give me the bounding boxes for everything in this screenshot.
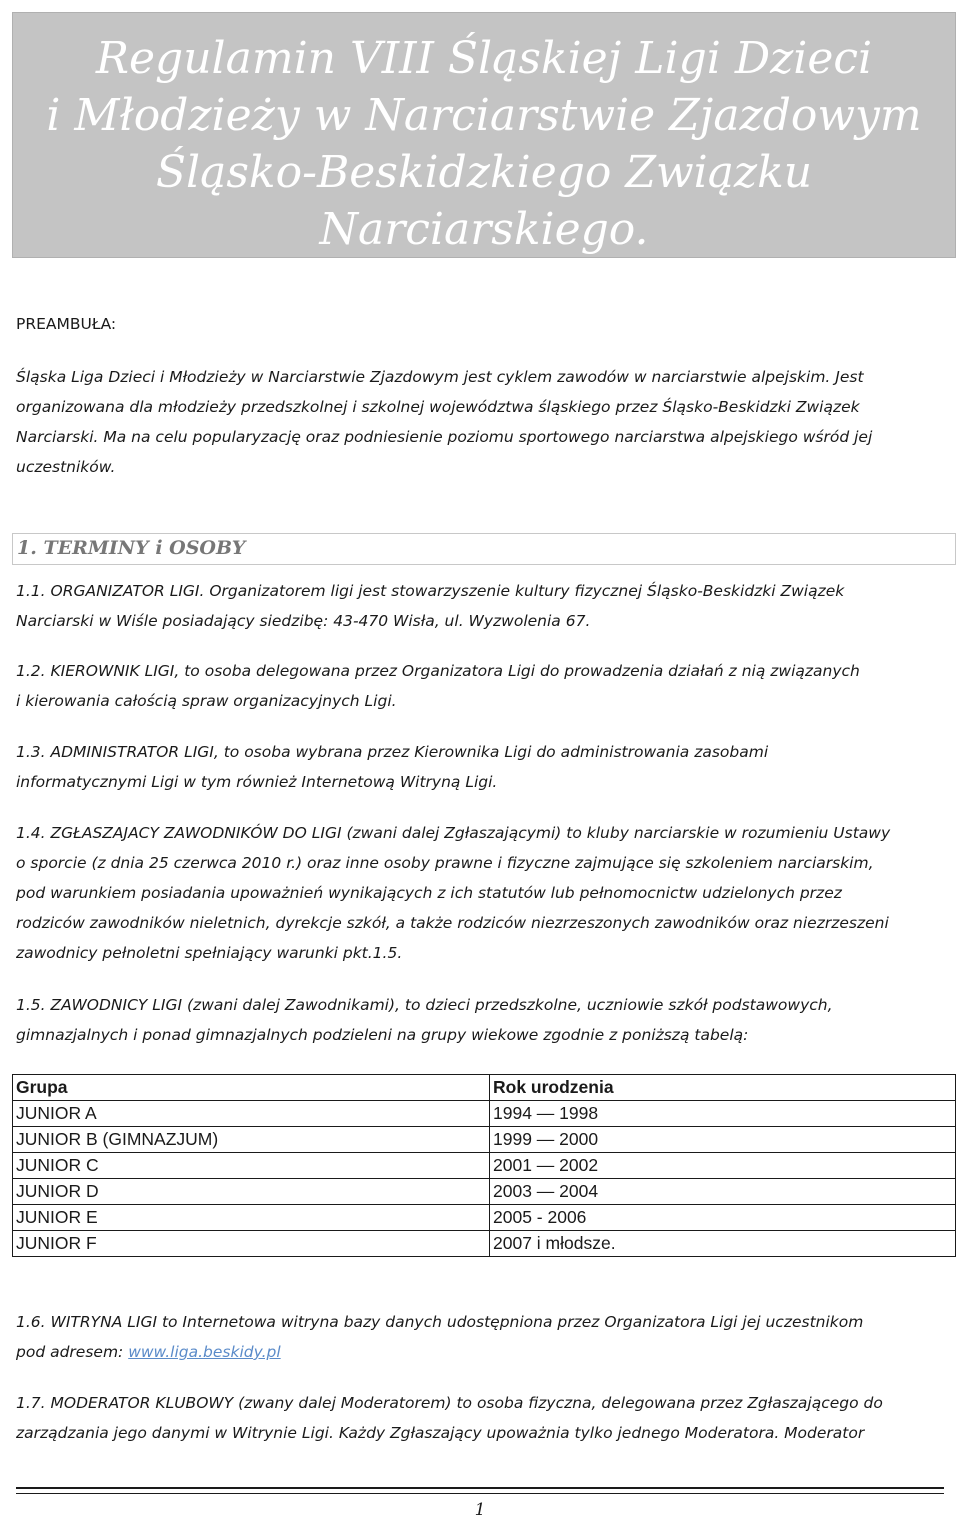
paragraph-1-6-line: 1.6. WITRYNA LIGI to Internetowa witryna bazy danych udostępniona przez Organizatora Ligi jej uczestnikom bbox=[16, 1313, 864, 1331]
table-header-row bbox=[13, 1075, 956, 1101]
table-cell-birth-year: 1999 — 2000 bbox=[490, 1127, 956, 1153]
title-banner bbox=[12, 12, 956, 258]
preamble-line: Śląska Liga Dzieci i Młodzieży w Narciarstwie Zjazdowym jest cyklem zawodów w narciarstwie alpejskim. Jest bbox=[16, 368, 864, 386]
table-row bbox=[13, 1153, 956, 1179]
table-cell-group: JUNIOR A bbox=[13, 1101, 490, 1127]
footer-rule-thin bbox=[16, 1493, 944, 1494]
table-cell-birth-year: 1994 — 1998 bbox=[490, 1101, 956, 1127]
document-title-line-3: Śląsko-Beskidzkiego Związku bbox=[155, 147, 813, 198]
paragraph-1-1-line: 1.1. ORGANIZATOR LIGI. Organizatorem ligi jest stowarzyszenie kultury fizycznej Śląsko-Beskidzki Związek bbox=[16, 582, 845, 600]
paragraph-1-5-line: gimnazjalnych i ponad gimnazjalnych podzieleni na grupy wiekowe zgodnie z poniższą tabelą: bbox=[16, 1026, 749, 1044]
section-title: 1. TERMINY i OSOBY bbox=[17, 537, 246, 559]
table-cell-group: JUNIOR D bbox=[13, 1179, 490, 1205]
paragraph-1-6-line-2 bbox=[16, 1341, 281, 1363]
paragraph-1-4-line: o sporcie (z dnia 25 czerwca 2010 r.) oraz inne osoby prawne i fizyczne zajmujące się szkoleniem narciarskim, bbox=[16, 854, 874, 872]
paragraph-1-4-line: 1.4. ZGŁASZAJACY ZAWODNIKÓW DO LIGI (zwani dalej Zgłaszającymi) to kluby narciarskie w rozumieniu Ustawy bbox=[16, 824, 891, 842]
preamble-line: Narciarski. Ma na celu popularyzację oraz podniesienie poziomu sportowego narciarstwa alpejskiego wśród jej bbox=[16, 428, 873, 446]
paragraph-1-7-line: 1.7. MODERATOR KLUBOWY (zwany dalej Moderatorem) to osoba fizyczna, delegowana przez Zgłaszającego do bbox=[16, 1394, 883, 1412]
paragraph-1-5-line: 1.5. ZAWODNICY LIGI (zwani dalej Zawodnikami), to dzieci przedszkolne, uczniowie szkół podstawowych, bbox=[16, 996, 833, 1014]
table-cell-group: JUNIOR E bbox=[13, 1205, 490, 1231]
section-heading-box bbox=[12, 533, 956, 565]
table-row bbox=[13, 1127, 956, 1153]
page-number: 1 bbox=[474, 1500, 486, 1520]
document-title-line-1: Regulamin VIII Śląskiej Ligi Dzieci bbox=[95, 33, 873, 84]
table-cell-group: JUNIOR C bbox=[13, 1153, 490, 1179]
table-row bbox=[13, 1101, 956, 1127]
table-cell-group: JUNIOR B (GIMNAZJUM) bbox=[13, 1127, 490, 1153]
paragraph-1-2-line: i kierowania całością spraw organizacyjnych Ligi. bbox=[16, 692, 397, 710]
document-title-line-4: Narciarskiego. bbox=[319, 204, 649, 255]
table-header-birth-year: Rok urodzenia bbox=[490, 1075, 956, 1101]
table-header-group: Grupa bbox=[13, 1075, 490, 1101]
table-cell-birth-year: 2005 - 2006 bbox=[490, 1205, 956, 1231]
paragraph-1-6-prefix: pod adresem: bbox=[16, 1343, 129, 1361]
preamble-line: uczestników. bbox=[16, 458, 116, 476]
table-cell-group: JUNIOR F bbox=[13, 1231, 490, 1257]
preamble-line: organizowana dla młodzieży przedszkolnej i szkolnej województwa śląskiego przez Śląsko-Beskidzki Związek bbox=[16, 398, 860, 416]
table-row bbox=[13, 1205, 956, 1231]
document-title-line-2: i Młodzieży w Narciarstwie Zjazdowym bbox=[46, 90, 922, 141]
paragraph-1-4-line: pod warunkiem posiadania upoważnień wynikających z ich statutów lub pełnomocnictw udzielonych przez bbox=[16, 884, 842, 902]
paragraph-1-1-line: Narciarski w Wiśle posiadający siedzibę: 43-470 Wisła, ul. Wyzwolenia 67. bbox=[16, 612, 591, 630]
table-row bbox=[13, 1231, 956, 1257]
paragraph-1-2-line: 1.2. KIEROWNIK LIGI, to osoba delegowana przez Organizatora Ligi do prowadzenia działań z nią związanych bbox=[16, 662, 860, 680]
paragraph-1-3-line: 1.3. ADMINISTRATOR LIGI, to osoba wybrana przez Kierownika Ligi do administrowania zasobami bbox=[16, 743, 769, 761]
table-cell-birth-year: 2001 — 2002 bbox=[490, 1153, 956, 1179]
paragraph-1-4-line: zawodnicy pełnoletni spełniający warunki pkt.1.5. bbox=[16, 944, 403, 962]
table-row bbox=[13, 1179, 956, 1205]
paragraph-1-3-line: informatycznymi Ligi w tym również Internetową Witryną Ligi. bbox=[16, 773, 498, 791]
paragraph-1-7-line: zarządzania jego danymi w Witrynie Ligi. Każdy Zgłaszający upoważnia tylko jednego Moderatora. Moderator bbox=[16, 1424, 865, 1442]
footer-rule-thick bbox=[16, 1487, 944, 1489]
paragraph-1-4-line: rodziców zawodników nieletnich, dyrekcje szkół, a także rodziców niezrzeszonych zawodników oraz niezrzeszeni bbox=[16, 914, 889, 932]
age-group-table bbox=[12, 1074, 956, 1257]
table-cell-birth-year: 2003 — 2004 bbox=[490, 1179, 956, 1205]
preamble-heading: PREAMBUŁA: bbox=[16, 315, 117, 333]
league-website-link[interactable]: www.liga.beskidy.pl bbox=[128, 1343, 281, 1361]
table-cell-birth-year: 2007 i młodsze. bbox=[490, 1231, 956, 1257]
